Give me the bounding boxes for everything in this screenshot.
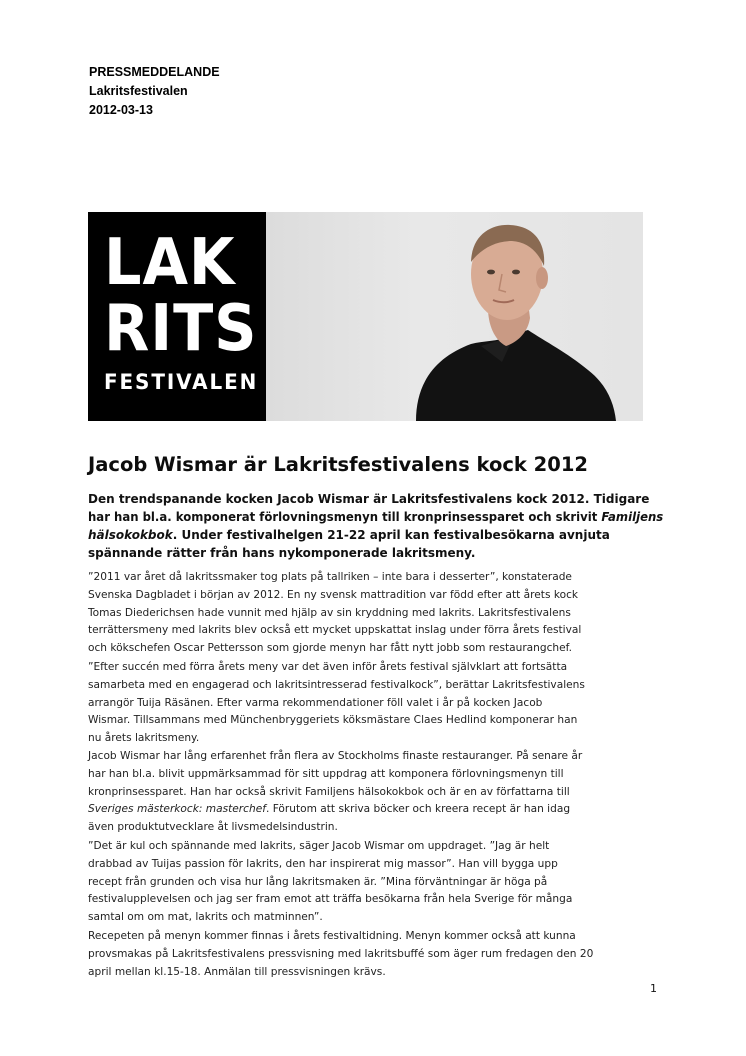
book-title: hälsokokbok xyxy=(88,528,173,542)
text-line: arrangör Tuija Räsänen. Efter varma rekommendationer föll valet i år på kocken Jacob xyxy=(88,696,543,709)
text-line: Wismar. Tillsammans med Münchenbryggeriets köksmästare Claes Hedlind komponerar han xyxy=(88,714,578,727)
logo-text-line3: FESTIVALEN xyxy=(104,370,259,394)
body-paragraph-3 xyxy=(88,748,668,837)
page-number: 1 xyxy=(650,982,657,995)
doc-type: PRESSMEDDELANDE xyxy=(89,65,220,79)
lead-line: Den trendspanande kocken Jacob Wismar är Lakritsfestivalens kock 2012. Tidigare xyxy=(88,492,650,506)
text-line: ”Det är kul och spännande med lakrits, säger Jacob Wismar om uppdraget. ”Jag är helt xyxy=(88,840,550,852)
lead-text: . Under festivalhelgen 21-22 april kan festivalbesökarna avnjuta xyxy=(172,528,610,542)
body-paragraph-4 xyxy=(88,838,668,927)
text-line: Jacob Wismar har lång erfarenhet från flera av Stockholms finaste restauranger. På senare år xyxy=(88,750,583,762)
lead-paragraph xyxy=(88,490,663,562)
lead-text: har han bl.a. komponerat förlovningsmenyn till kronprinsessparet och skrivit xyxy=(88,510,602,524)
lakritsfestivalen-logo xyxy=(88,212,266,421)
chef-portrait-illustration xyxy=(266,212,643,421)
text-line: samtal om om mat, lakrits och matminnen”. xyxy=(88,911,323,924)
organization: Lakritsfestivalen xyxy=(89,84,188,98)
text-line: kronprinsessparet. Han har också skrivit Familjens hälsokokbok och är en av författarna till xyxy=(88,785,570,798)
text-line: april mellan kl.15-18. Anmälan till pressvisningen krävs. xyxy=(88,965,386,978)
text-line: recept från grunden och visa hur lång lakritsmaken är. ”Mina förväntningar är höga på xyxy=(88,875,548,888)
chef-portrait-photo xyxy=(266,212,643,421)
text-line: Tomas Diederichsen hade vunnit med hjälp av sin kryddning med lakrits. Lakritsfestivalens xyxy=(88,606,571,619)
body-paragraph-5 xyxy=(88,928,668,981)
text-line: ”2011 var året då lakritssmaker tog plats på tallriken – inte bara i desserter”, konstaterade xyxy=(88,571,572,583)
lead-line xyxy=(88,526,663,544)
tv-show-title: Sveriges mästerkock: masterchef xyxy=(88,803,266,816)
lead-line: spännande rätter från hans nykomponerade lakritsmeny. xyxy=(88,546,476,560)
text-line: provsmakas på Lakritsfestivalens pressvisning med lakritsbuffé som äger rum fredagen den 20 xyxy=(88,947,594,960)
text-line: nu årets lakritsmeny. xyxy=(88,732,200,745)
text-line: även produktutvecklare åt livsmedelsindustrin. xyxy=(88,821,338,834)
logo-text-line1: LAK xyxy=(104,226,236,300)
body-paragraph-2 xyxy=(88,659,668,748)
text-line: och kökschefen Oscar Pettersson som gjorde menyn har fått nytt jobb som restaurangchef. xyxy=(88,642,572,655)
text-line: drabbad av Tuijas passion för lakrits, den har inspirerat mig massor”. Han vill bygga upp xyxy=(88,857,558,870)
text-line: festivalupplevelsen och jag ser fram emot att träffa besökarna från hela Sverige för många xyxy=(88,893,573,906)
document-header xyxy=(89,63,220,120)
text-line: samarbeta med en engagerad och lakritsintresserad festivalkock”, berättar Lakritsfestivalens xyxy=(88,678,585,691)
text-line: Svenska Dagbladet i början av 2012. En ny svensk mattradition var född efter att årets kock xyxy=(88,588,579,601)
body-paragraph-1 xyxy=(88,569,668,658)
text-span: . Förutom att skriva böcker och kreera recept är han idag xyxy=(265,803,571,816)
text-line: terrättersmeny med lakrits blev också ett mycket uppskattat inslag under förra årets festival xyxy=(88,624,582,637)
page-title: Jacob Wismar är Lakritsfestivalens kock 2012 xyxy=(88,453,588,476)
text-line: Recepeten på menyn kommer finnas i årets festivaltidning. Menyn kommer också att kunna xyxy=(88,930,576,942)
banner-image xyxy=(88,212,643,421)
text-line: har han bl.a. blivit uppmärksammad för sitt uppdrag att komponera förlovningsmenyn till xyxy=(88,767,564,780)
lead-line xyxy=(88,508,664,526)
text-line: ”Efter succén med förra årets meny var det även inför årets festival självklart att fortsätta xyxy=(88,661,568,673)
book-title: Familjens xyxy=(601,510,664,524)
text-line xyxy=(88,801,668,819)
logo-text-line2: RITS xyxy=(104,292,258,366)
doc-date: 2012-03-13 xyxy=(89,103,153,117)
